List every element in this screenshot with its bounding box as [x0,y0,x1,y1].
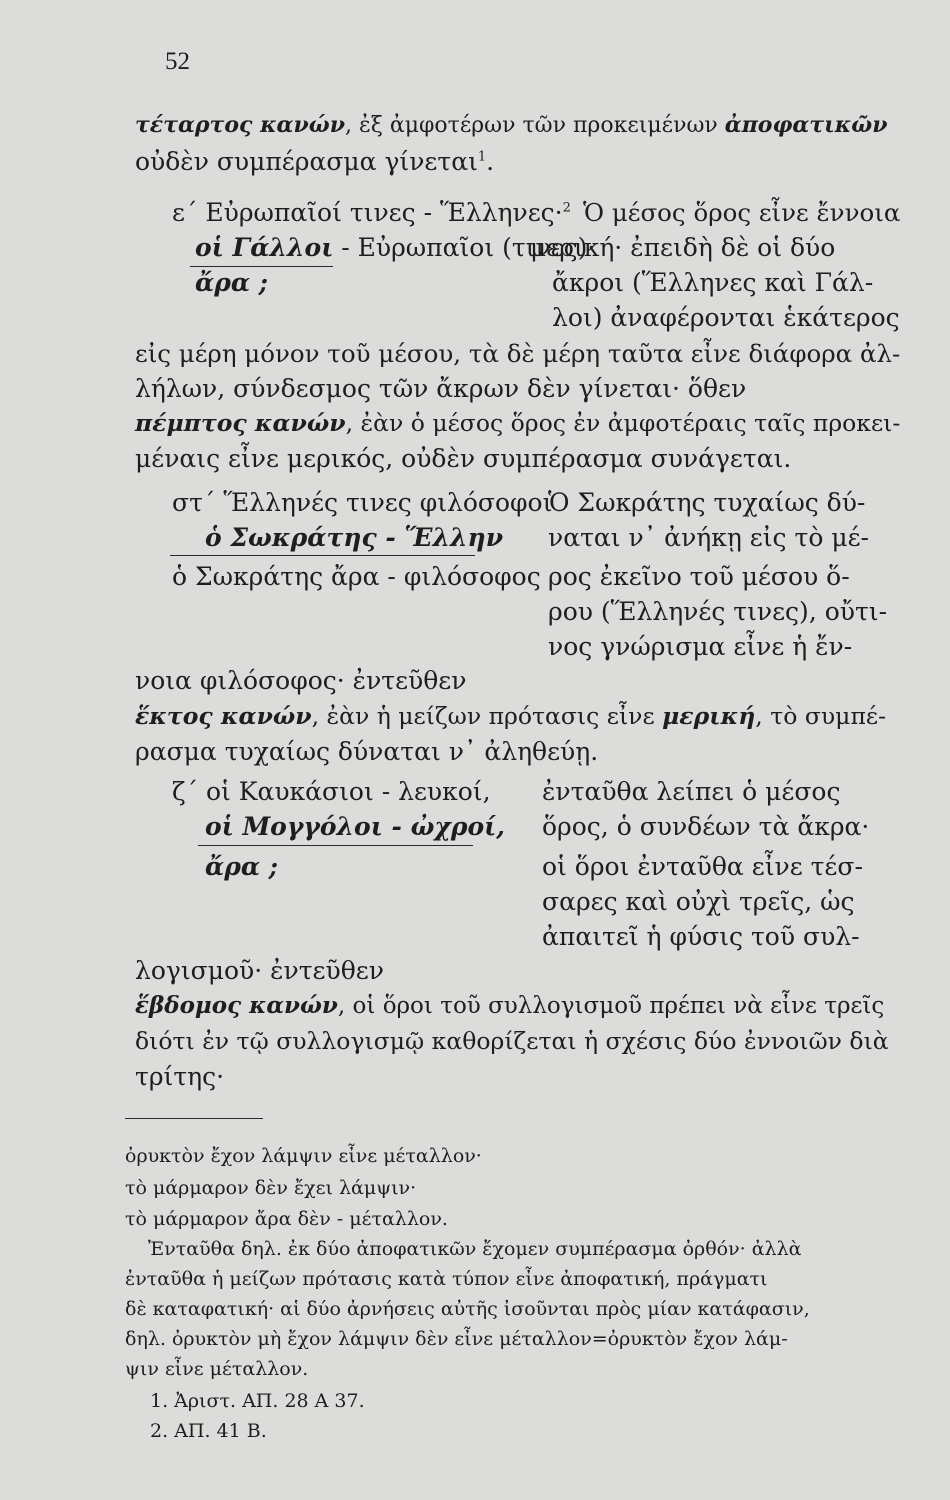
text-span: , τὸ συμπέ- [755,702,887,730]
footnote-line: ψιν εἶνε μέταλλον. [125,1358,309,1380]
commentary-line: σαρες καὶ οὐχὶ τρεῖς, ὡς [542,887,855,916]
syllogism-rule [198,845,473,846]
rule-name: ἕκτος κανών [135,702,312,730]
emphasis: ἀποφατικῶν [724,112,888,138]
commentary-line: ρος ἐκεῖνο τοῦ μέσου ὅ- [548,562,850,591]
commentary-line: ἀπαιτεῖ ἡ φύσις τοῦ συλ- [542,922,860,951]
footnote-line: τὸ μάρμαρον δὲν ἔχει λάμψιν· [125,1177,417,1199]
syllogism-premise: στ΄ Ἕλληνές τινες φιλόσοφοι [172,488,553,517]
emphasis: μερική [662,702,756,730]
syllogism-rule [190,266,333,267]
rule-name: ἕβδομος κανών [135,992,338,1019]
text-line: λήλων, σύνδεσμος τῶν ἄκρων δὲν γίνεται· ὅθεν [135,374,747,403]
syllogism-premise [172,198,571,227]
footnote-line: δηλ. ὀρυκτὸν μὴ ἔχον λάμψιν δὲν εἶνε μέταλλον=ὀρυκτὸν ἔχον λάμ- [125,1328,788,1350]
commentary-line: Ὁ Σωκράτης τυχαίως δύ- [548,488,866,517]
syllogism-premise: ὁ Σωκράτης - Ἕλλην [205,523,504,552]
text-line [135,992,884,1019]
commentary-line: ὅρος, ὁ συνδέων τὰ ἄκρα· [542,812,870,841]
commentary-line: ἄκροι (Ἕλληνες καὶ Γάλ- [552,268,874,297]
commentary-line: λοι) ἀναφέρονται ἑκάτερος [552,303,900,332]
commentary-line: ναται ν᾽ ἀνήκῃ εἰς τὸ μέ- [548,523,869,552]
syllogism-conclusion: ὁ Σωκράτης ἄρα - φιλόσοφος [172,562,541,591]
rule-name: τέταρτος κανών [135,112,345,138]
footnote-line: τὸ μάρμαρον ἄρα δὲν - μέταλλον. [125,1208,448,1230]
footnote-ref: 2 [562,200,571,216]
commentary-line: νος γνώρισμα εἶνε ἡ ἔν- [548,632,853,661]
footnote-line: Ἐνταῦθα δηλ. ἐκ δύο ἀποφατικῶν ἔχομεν συμπέρασμα ὀρθόν· ἀλλὰ [148,1238,802,1260]
syllogism-rule [170,555,475,556]
text-line: νοια φιλόσοφος· ἐντεῦθεν [135,666,467,695]
text-span: , ἐὰν ἡ μείζων πρότασις εἶνε [311,702,655,730]
footnote-line: ὀρυκτὸν ἔχον λάμψιν εἶνε μέταλλον· [125,1145,482,1167]
text-line [135,112,887,138]
page-number: 52 [165,48,190,75]
text-span: . [486,147,495,176]
syllogism-premise: οἱ Μογγόλοι - ὠχροί, [205,812,505,841]
text-line [135,702,886,730]
commentary-line: μερική· ἐπειδὴ δὲ οἱ δύο [530,233,836,262]
text-line [135,147,494,176]
text-line: μέναις εἶνε μερικός, οὐδὲν συμπέρασμα συνάγεται. [135,444,792,473]
footnote-ref: 1 [477,149,487,165]
footnote-line: δὲ καταφατική· αἱ δύο ἀρνήσεις αὐτῆς ἰσοῦνται πρὸς μίαν κατάφασιν, [125,1298,810,1320]
text-line: τρίτης· [135,1062,225,1091]
text-span: , ἐξ ἀμφοτέρων τῶν προκειμένων [344,113,718,138]
syllogism-premise: ζ΄ οἱ Καυκάσιοι - λευκοί, [172,777,491,806]
text-span: οὐδὲν συμπέρασμα γίνεται [135,147,478,176]
text-span: , οἱ ὅροι τοῦ συλλογισμοῦ πρέπει νὰ εἶνε τρεῖς [337,993,885,1019]
text-span: , ἐὰν ὁ μέσος ὅρος ἐν ἀμφοτέραις ταῖς προκει- [345,409,901,437]
text-span: ε΄ Εὐρωπαῖοί τινες - Ἕλληνες· [172,198,563,227]
text-line: διότι ἐν τῷ συλλογισμῷ καθορίζεται ἡ σχέσις δύο ἐννοιῶν διὰ [135,1027,889,1055]
text-line: ρασμα τυχαίως δύναται ν᾽ ἀληθεύῃ. [135,737,599,766]
syllogism-conclusion: ἄρα ; [205,852,279,881]
text-line: λογισμοῦ· ἐντεῦθεν [135,956,384,985]
rule-name: πέμπτος κανών [135,409,346,437]
text-span: - Εὐρωπαῖοι (τινες)· [333,233,596,262]
footnote-separator [125,1118,263,1119]
commentary-line: ἐνταῦθα λείπει ὁ μέσος [542,777,841,806]
text-line [135,409,900,437]
footnote-line: ἐνταῦθα ἡ μείζων πρότασις κατὰ τύπον εἶνε ἀποφατική, πράγματι [125,1268,768,1290]
commentary-line: Ὁ μέσος ὅρος εἶνε ἔννοια [583,198,901,227]
commentary-line: ρου (Ἕλληνές τινες), οὔτι- [548,597,888,626]
emphasis: οἱ Γάλλοι [195,233,334,262]
text-line: εἰς μέρη μόνον τοῦ μέσου, τὰ δὲ μέρη ταῦτα εἶνε διάφορα ἀλ- [135,339,901,368]
syllogism-conclusion: ἄρα ; [195,268,269,297]
footnote-reference: 2. ΑΠ. 41 Β. [150,1420,267,1442]
commentary-line: οἱ ὅροι ἐνταῦθα εἶνε τέσ- [542,852,863,881]
footnote-reference: 1. Ἀριστ. ΑΠ. 28 Α 37. [150,1390,365,1412]
